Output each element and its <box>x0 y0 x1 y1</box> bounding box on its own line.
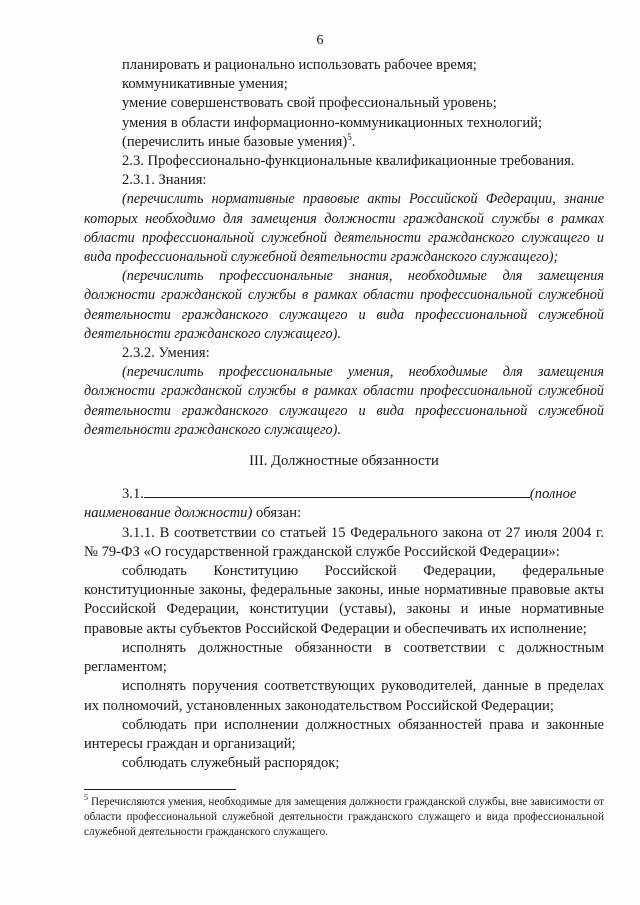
document-body <box>84 56 604 773</box>
skill-other-end: . <box>351 133 356 150</box>
section-2-3-2: 2.3.2. Умения: <box>122 345 210 362</box>
page-number: 6 <box>316 33 324 48</box>
knowledge-item: (перечислить нормативные правовые акты Российской Федерации, знание которых необходимо для замещения должности гражданской службы в рамках области профессиональной служебной деятельности гражданского служащего и вида профессиональной служебной деятельности гражданского служащего); <box>84 191 604 266</box>
spacer <box>84 440 604 452</box>
spacer <box>84 471 604 483</box>
clause-3-1-hint: (полное <box>529 486 577 503</box>
footnote-mark: 5 <box>84 793 88 803</box>
clause-3-1-end: обязан: <box>252 505 302 522</box>
footnote-ref: 5 <box>347 131 352 142</box>
footnote-separator <box>84 789 236 790</box>
clause-3-1-1: 3.1.1. В соответствии со статьей 15 Федерального закона от 27 июля 2004 г. № 79-ФЗ «О государственной гражданской службе Российской Федерации»: <box>84 524 604 560</box>
position-name-hint: наименование должности) <box>84 505 253 522</box>
duty-item: соблюдать служебный распорядок; <box>122 755 340 772</box>
footnote <box>84 795 604 841</box>
duty-item: исполнять должностные обязанности в соответствии с должностным регламентом; <box>84 639 604 676</box>
abilities-item: (перечислить профессиональные умения, необходимые для замещения должности гражданской службы в рамках области профессиональной служебной деятельности гражданского служащего и вида профессиональной служебной деятельности гражданского служащего). <box>84 364 604 438</box>
clause-3-1-number: 3.1. <box>122 486 144 503</box>
duty-item: соблюдать при исполнении должностных обязанностей права и законные интересы граждан и организаций; <box>84 716 604 752</box>
footnote-body: Перечисляются умения, необходимые для замещения должности гражданской службы, вне зависимости от области профессиональной служебной деятельности гражданского служащего и вида профессиональной служебной деятельности гражданского служащего. <box>84 796 604 839</box>
clause-3-1-cont <box>84 504 604 523</box>
section-2-3: 2.3. Профессионально-функциональные квалификационные требования. <box>122 153 575 170</box>
skill-line: коммуникативные умения; <box>122 76 288 93</box>
duty-item: соблюдать Конституцию Российской Федерации, федеральные конституционные законы, федеральные законы, иные нормативные правовые акты Российской Федерации, конституции (уставы), законы и иные нормативные правовые акты субъектов Российской Федерации и обеспечивать их исполнение; <box>84 563 604 637</box>
section-heading: III. Должностные обязанности <box>249 453 439 470</box>
knowledge-item: (перечислить профессиональные знания, необходимые для замещения должности гражданской службы в рамках области профессиональной служебной деятельности гражданского служащего и вида профессиональной служебной деятельности гражданского служащего). <box>84 268 604 342</box>
skill-other-text: (перечислить иные базовые умения) <box>122 133 348 150</box>
skill-line: планировать и рационально использовать рабочее время; <box>122 57 477 73</box>
duty-item: исполнять поручения соответствующих руководителей, данные в пределах их полномочий, установленных законодательством Российской Федерации; <box>84 678 604 714</box>
section-2-3-1: 2.3.1. Знания: <box>122 172 207 189</box>
position-name-blank <box>144 483 530 498</box>
skill-line-other <box>84 133 604 152</box>
skill-line: умение совершенствовать свой профессиональный уровень; <box>122 95 497 112</box>
clause-3-1 <box>84 483 604 504</box>
footnote-text <box>84 795 604 841</box>
skill-line: умения в области информационно-коммуникационных технологий; <box>122 114 543 131</box>
